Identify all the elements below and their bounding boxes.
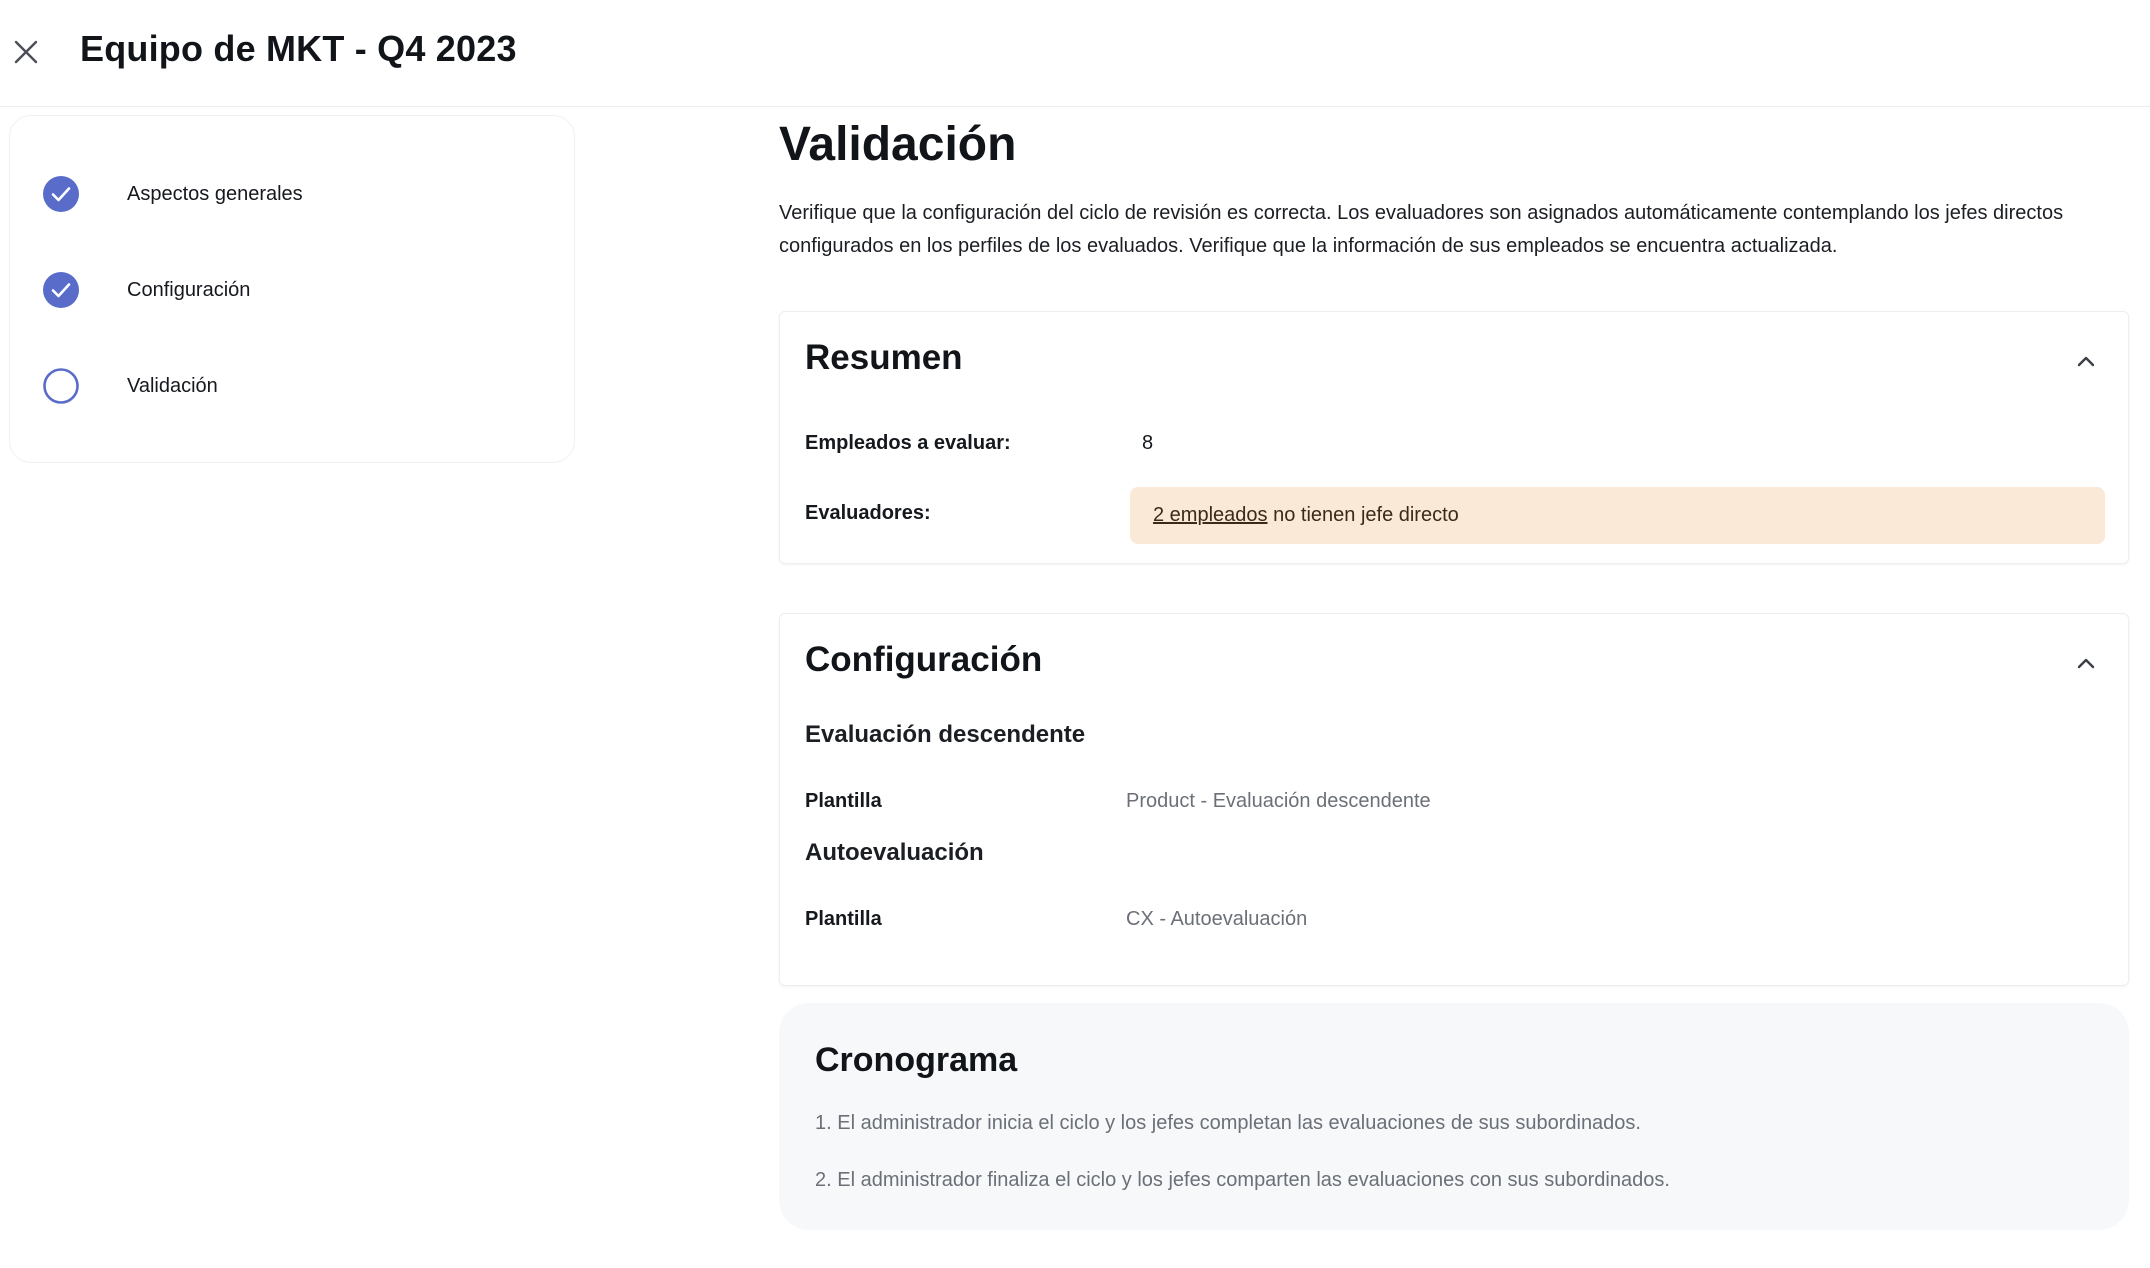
warning-text: no tienen jefe directo [1267, 504, 1459, 526]
template-label: Plantilla [805, 908, 882, 930]
resumen-title: Resumen [805, 338, 963, 377]
chevron-up-icon[interactable] [2074, 652, 2098, 676]
configuracion-card [779, 613, 2129, 986]
cronograma-item: 1. El administrador inicia el ciclo y los jefes completan las evaluaciones de sus subordinados. [815, 1112, 1641, 1134]
step-configuracion[interactable] [43, 270, 543, 310]
employees-value: 8 [1142, 432, 1154, 454]
employees-label: Empleados a evaluar: [805, 432, 1011, 454]
template-value: CX - Autoevaluación [1126, 908, 1308, 930]
check-circle-icon [43, 176, 79, 212]
close-icon [13, 39, 39, 65]
top-bar [0, 0, 2150, 107]
check-circle-icon [43, 272, 79, 308]
step-label: Validación [127, 374, 218, 397]
step-validacion[interactable] [43, 366, 543, 406]
chevron-up-icon[interactable] [2074, 350, 2098, 374]
step-label: Configuración [127, 278, 251, 301]
section-title: Validación [779, 118, 1017, 171]
step-aspectos-generales[interactable] [43, 174, 543, 214]
employees-link[interactable]: 2 empleados [1153, 504, 1268, 526]
page-title: Equipo de MKT - Q4 2023 [80, 28, 517, 69]
cronograma-panel [779, 1003, 2129, 1230]
template-label: Plantilla [805, 790, 882, 812]
template-value: Product - Evaluación descendente [1126, 790, 1431, 812]
resumen-card [779, 311, 2129, 564]
intro-text: Verifique que la configuración del ciclo de revisión es correcta. Los evaluadores son asignados automáticamente contemplando los jefes directos configurados en los perfiles de los evaluados. Verifique que la información de sus empleados se encuentra actualizada. [779, 202, 2064, 257]
stepper [9, 115, 575, 463]
subsection-title: Autoevaluación [805, 839, 984, 866]
warning-banner [1130, 487, 2105, 544]
step-label: Aspectos generales [127, 182, 303, 205]
cronograma-item: 2. El administrador finaliza el ciclo y los jefes comparten las evaluaciones con sus subordinados. [815, 1169, 1670, 1191]
cronograma-title: Cronograma [815, 1041, 1018, 1079]
subsection-title: Evaluación descendente [805, 721, 1086, 748]
empty-circle-icon [43, 368, 79, 404]
configuracion-title: Configuración [805, 640, 1043, 679]
evaluators-label: Evaluadores: [805, 502, 931, 524]
close-button[interactable] [10, 36, 42, 68]
